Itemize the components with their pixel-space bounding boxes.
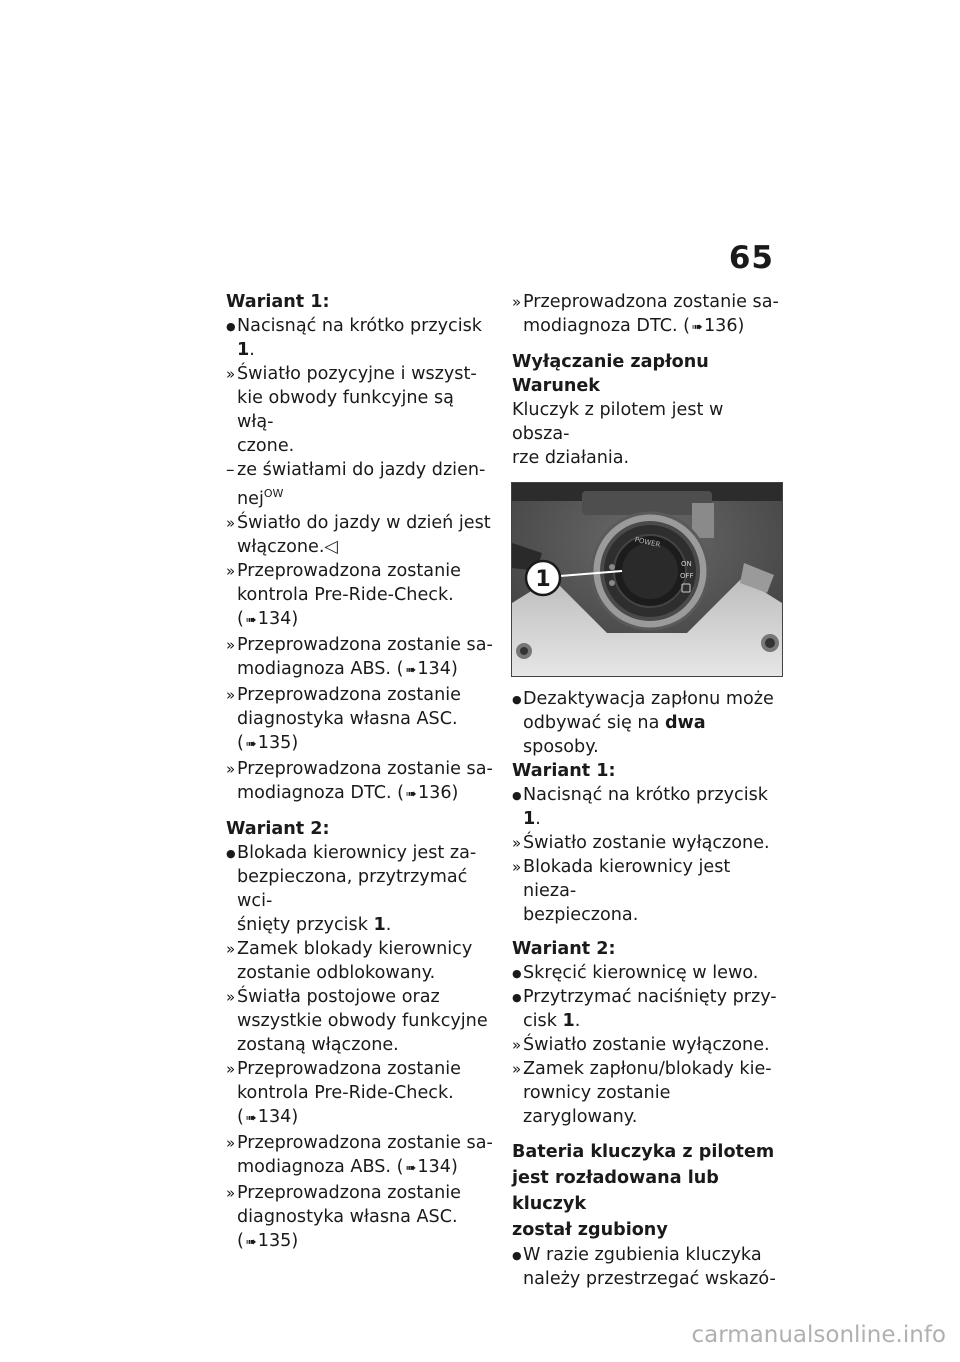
result-icon: » [226, 365, 236, 383]
page-ref-arrow-icon: ➠ [245, 736, 256, 752]
bullet-icon: ● [512, 967, 522, 980]
result-item: » Zamek zapłonu/blokady kie- rownicy zostanie zaryglowany. [512, 1059, 772, 1127]
bullet-icon: ● [226, 320, 236, 333]
result-item: » Przeprowadzona zostanie kontrola Pre-Ride-Check. ( ➠ 134) [226, 1057, 494, 1131]
power-label: POWER [633, 535, 661, 550]
right-column [512, 290, 780, 1291]
result-icon: » [226, 939, 236, 958]
result-icon: » [226, 987, 236, 1006]
page-ref-link[interactable]: 134) [417, 658, 458, 679]
page-ref-arrow-icon: ➠ [405, 662, 416, 678]
result-item: » Przeprowadzona zostanie sa- modiagnoza ABS. ( ➠ 134) [226, 633, 494, 683]
condition-item: – ze światłami do jazdy dzien- nej$^{OW}$ [226, 460, 486, 509]
page-ref-arrow-icon: ➠ [245, 612, 256, 628]
page-ref-link[interactable]: 134) [257, 1106, 299, 1127]
result-item: » Przeprowadzona zostanie diagnostyka własna ASC. ( ➠ 135) [226, 683, 494, 757]
subsection-heading: Warunek [512, 376, 601, 396]
section-heading: Bateria kluczyka z pilotem jest rozładowana lub kluczyk został zgubiony [512, 1142, 775, 1240]
result-item: » Przeprowadzona zostanie sa- modiagnoza DTC. ( ➠ 136) [512, 290, 780, 340]
result-icon: » [226, 1133, 236, 1152]
result-icon: » [512, 858, 522, 876]
result-item: » Przeprowadzona zostanie kontrola Pre-Ride-Check. ( ➠ 134) [226, 559, 494, 633]
result-icon: » [226, 759, 236, 778]
option-code: OW [263, 487, 284, 500]
page-ref-arrow-icon: ➠ [405, 1160, 416, 1176]
list-item: ● Nacisnąć na krótko przycisk 1. [512, 785, 768, 829]
result-item: » Światło zostanie wyłączone. [512, 833, 770, 853]
result-item: » Światła postojowe oraz wszystkie obwody funkcyjne zostaną włączone. [226, 986, 488, 1055]
list-item: ● Blokada kierownicy jest za- bezpieczona, przytrzymać wci- śnięty przycisk 1. [226, 842, 477, 935]
page-ref-arrow-icon: ➠ [245, 1110, 256, 1126]
bullet-icon: ● [512, 1249, 522, 1262]
condition-text: Kluczyk z pilotem jest w obsza- rze działania. [512, 400, 724, 468]
page-ref-arrow-icon: ➠ [692, 320, 702, 335]
bullet-icon: ● [512, 693, 522, 706]
page-number: 65 [728, 240, 774, 276]
page-ref-link[interactable]: 134) [417, 1156, 458, 1177]
section-heading: Wyłączanie zapłonu [512, 352, 709, 372]
result-item: » Światło pozycyjne i wszyst- kie obwody funkcyjne są włą- czone. [226, 364, 477, 456]
off-label: OFF [680, 572, 694, 580]
page-ref-link[interactable]: 136) [703, 316, 745, 336]
list-item: ● Przytrzymać naciśnięty przy- cisk 1. [512, 987, 777, 1031]
page-ref-link[interactable]: 135) [257, 1230, 299, 1251]
bullet-icon: ● [512, 991, 522, 1004]
result-icon: » [512, 1036, 522, 1054]
list-item: ● W razie zgubienia kluczyka należy przestrzegać wskazó- [512, 1245, 776, 1289]
result-icon: » [512, 293, 522, 311]
result-item: » Zamek blokady kierownicy zostanie odblokowany. [226, 938, 473, 983]
variant-2-heading: Wariant 2: [512, 939, 616, 959]
variant-1-heading: Wariant 1: [512, 761, 616, 781]
page-ref-link[interactable]: 135) [257, 732, 299, 753]
result-item: » Przeprowadzona zostanie sa- modiagnoza ABS. ( ➠ 134) [226, 1131, 494, 1181]
result-item: » Przeprowadzona zostanie diagnostyka własna ASC. ( ➠ 135) [226, 1181, 494, 1255]
ignition-switch-photo [511, 482, 783, 677]
ignition-switch-illustration [512, 483, 782, 676]
bullet-icon: ● [226, 846, 236, 860]
page-ref-link[interactable]: 134) [257, 608, 299, 629]
result-icon: » [512, 834, 522, 852]
watermark: carmanualsonline.info [691, 1322, 946, 1348]
callout-number: 1 [535, 567, 551, 592]
list-item: ● Nacisnąć na krótko przycisk 1. [226, 316, 482, 360]
page-ref-arrow-icon: ➠ [245, 1234, 256, 1250]
variant-1-heading: Wariant 1: [226, 292, 330, 312]
result-item: » Światło do jazdy w dzień jest włączone.◁ [226, 512, 491, 557]
result-icon: » [226, 635, 236, 654]
result-item: » Blokada kierownicy jest nieza- bezpieczona. [512, 857, 731, 925]
result-item: » Przeprowadzona zostanie sa- modiagnoza DTC. ( ➠ 136) [226, 757, 494, 807]
result-icon: » [226, 1183, 236, 1202]
list-item: ● Dezaktywacja zapłonu może odbywać się na dwa sposoby. [512, 689, 774, 757]
result-icon: » [512, 1060, 522, 1078]
result-icon: » [226, 1059, 236, 1078]
result-icon: » [226, 685, 236, 704]
bullet-icon: ● [512, 789, 522, 802]
page-ref-link[interactable]: 136) [417, 782, 459, 803]
result-icon: » [226, 561, 236, 580]
page-ref-arrow-icon: ➠ [406, 786, 416, 802]
result-icon: » [226, 513, 236, 532]
list-item: ● Skręcić kierownicę w lewo. [512, 961, 780, 985]
dash-icon: – [226, 460, 235, 480]
result-item: » Światło zostanie wyłączone. [512, 1035, 770, 1055]
variant-2-heading: Wariant 2: [226, 818, 330, 839]
left-column [226, 290, 494, 1255]
on-label: ON [681, 560, 692, 568]
